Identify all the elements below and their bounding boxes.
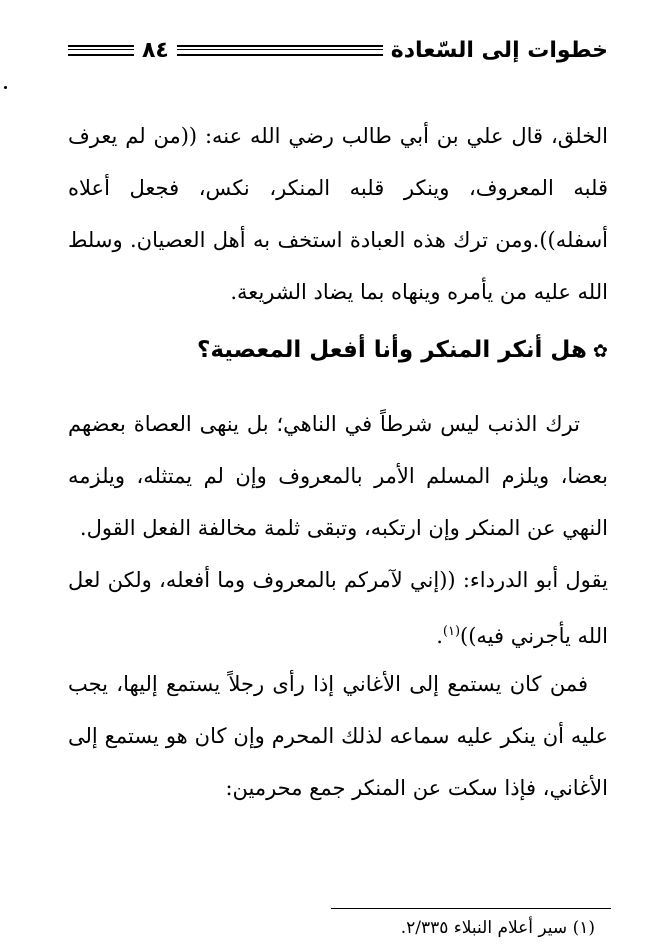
running-header: [68, 30, 608, 70]
paragraph-3-text: يقول أبو الدرداء: ((إني لآمركم بالمعروف وما أفعله، ولكن لعل الله يأجرني فيه)): [68, 568, 608, 648]
scan-speck: [4, 86, 7, 89]
header-rule-short: [68, 45, 134, 56]
footnote-reference: (١): [442, 624, 461, 639]
section-heading: [68, 330, 608, 372]
ornament-flower-icon: ✿: [592, 341, 608, 362]
paragraph-3-end: .: [436, 624, 443, 648]
section-heading-text: هل أنكر المنكر وأنا أفعل المعصية؟: [197, 337, 587, 363]
footnote-divider: [331, 908, 611, 909]
paragraph-3: [68, 554, 608, 662]
footnote: (١) سير أعلام النبلاء ٢/٣٣٥.: [400, 918, 595, 938]
paragraph-1: الخلق، قال علي بن أبي طالب رضي الله عنه: ((من لم يعرف قلبه المعروف، وينكر قلبه المنكر، نكس، فجعل أعلاه أسفله)).ومن ترك هذه العبادة استخف به أهل العصيان. وسلط الله عليه من يأمره وينهاه بما يضاد الشريعة.: [68, 124, 608, 304]
page-number: ٨٤: [142, 37, 169, 63]
header-title: خطوات إلى السّعادة: [390, 37, 608, 63]
header-rule-long: [177, 45, 383, 56]
paragraph-2: ترك الذنب ليس شرطاً في الناهي؛ بل ينهى العصاة بعضهم بعضا، ويلزم المسلم الأمر بالمعروف وإن لم يمتثله، ويلزمه النهي عن المنكر وإن ارتكبه، وتبقى ثلمة مخالفة الفعل القول.: [68, 412, 608, 540]
paragraph-4: فمن كان يستمع إلى الأغاني إذا رأى رجلاً يستمع إليها، يجب عليه أن ينكر عليه سماعه لذلك المحرم وإن كان هو يستمع إلى الأغاني، فإذا سكت عن المنكر جمع محرمين:: [68, 672, 608, 800]
